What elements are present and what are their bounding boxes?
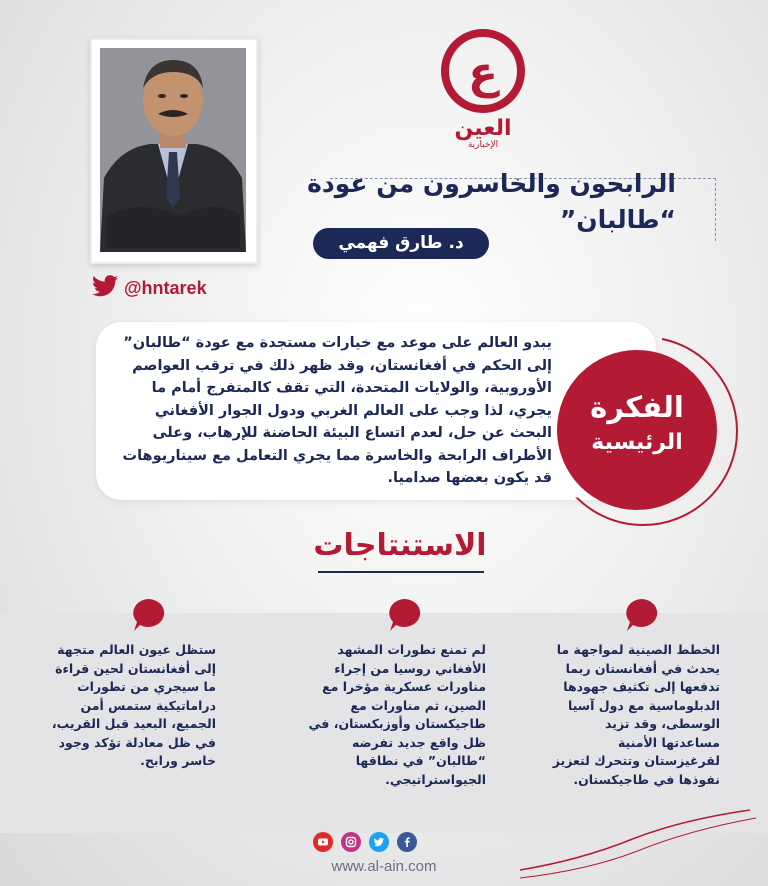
twitter-handle[interactable] xyxy=(92,275,207,302)
instagram-icon[interactable] xyxy=(341,832,361,852)
conclusions-underline xyxy=(318,571,484,573)
author-portrait-image xyxy=(100,48,246,252)
conclusion-item: الخطط الصينية لمواجهة ما يحدث في أفغانستان ربما تدفعها إلى تكثيف جهودها الدبلوماسية مع دول آسيا الوسطى، وقد تزيد مساعدتها الأمنية لقرغيزستان وتتحرك لتعزيز نفوذها في طاجيكستان. xyxy=(552,642,720,787)
speech-bubble-icon xyxy=(623,597,661,633)
conclusion-item: ستظل عيون العالم متجهة إلى أفغانستان لحين قراءة ما سيجري من تطورات دراماتيكية ستمس أمن الجميع، البعيد قبل القريب، في ظل معادلة تؤكد وجود خاسر ورابح. xyxy=(51,642,216,768)
logo-glyph: ع xyxy=(467,48,499,99)
al-ain-logo-icon xyxy=(440,28,526,114)
article-title: الرابحون والخاسرون من عودة “طالبان” xyxy=(307,169,676,234)
author-photo xyxy=(90,38,258,264)
conclusion-item: لم تمنع تطورات المشهد الأفغاني روسيا من إجراء مناورات عسكرية مؤخرا مع الصين، ثم مناورات مع طاجيكستان وأوزبكستان، في ظل واقع جديد تفرضه “طالبان” في نطاقها الجيواستراتيجي. xyxy=(308,642,486,787)
youtube-icon[interactable] xyxy=(313,832,333,852)
speech-bubble-icon xyxy=(386,597,424,633)
logo-brand: العين xyxy=(454,116,512,141)
main-idea-text: يبدو العالم على موعد مع خيارات مستجدة مع عودة “طالبان” إلى الحكم في أفغانستان، وقد ظهر ذلك في ترقب العواصم الأوروبية، والولايات المتحدة، التي تقف كالمتفرج أمام ما يجري، لذا وجب على العالم الغربي ودول الجوار الأفغاني البحث عن حل، لعدم اتساع البيئة الحاضنة للإرهاب، وعلى الأطراف الرابحة والخاسرة مما يجري التعامل مع سيناريوهات قد يكون بعضها صداميا. xyxy=(122,335,552,486)
speech-bubble-icon xyxy=(130,597,168,633)
conclusions-title: الاستنتاجات xyxy=(313,528,487,563)
twitter-bird-icon xyxy=(92,275,118,302)
author-badge: د. طارق فهمي xyxy=(313,228,489,259)
twitter-handle-text: @hntarek xyxy=(124,278,207,298)
facebook-icon[interactable] xyxy=(397,832,417,852)
logo-subtitle: الإخبارية xyxy=(467,140,499,150)
site-url[interactable]: www.al-ain.com xyxy=(331,858,437,875)
main-idea-label-sub: الرئيسية xyxy=(591,430,683,455)
main-idea-label: الفكرة xyxy=(590,390,684,424)
twitter-icon[interactable] xyxy=(369,832,389,852)
